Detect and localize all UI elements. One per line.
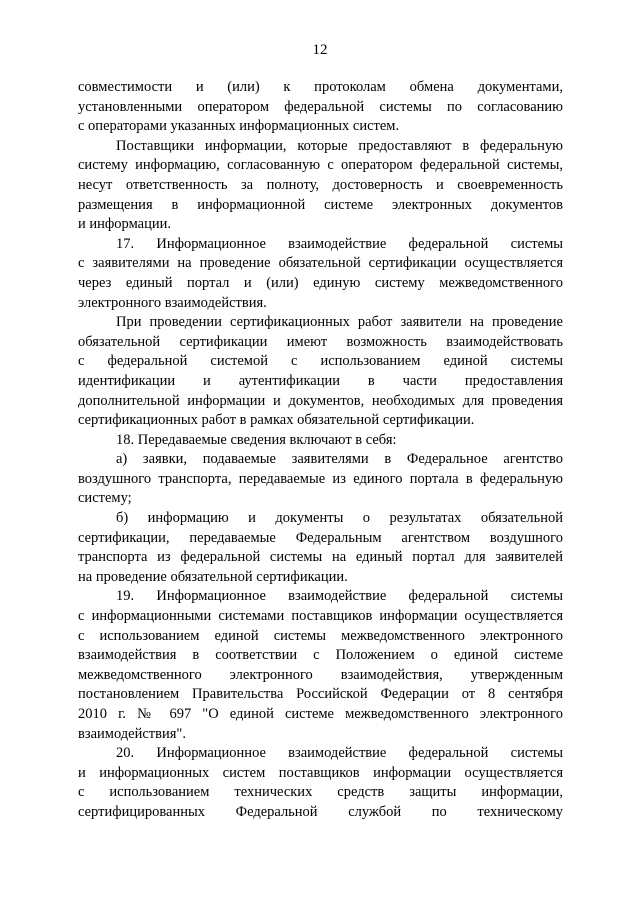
text-line: размещения в информационной системе электронных документов [78,196,563,213]
text-line: взаимодействия". [78,725,186,742]
text-line: несут ответственность за полноту, достоверность и своевременность [78,176,563,193]
text-line: постановлением Правительства Российской Федерации от 8 сентября [78,686,563,703]
text-line: с информационными системами поставщиков информации осуществляется [78,608,563,625]
text-line: сертификации, передаваемые Федеральным агентством воздушного [78,529,563,546]
text-line: электронного взаимодействия. [78,294,267,311]
text-line: через единый портал и (или) единую систему межведомственного [78,274,563,291]
paragraph-item-20 [78,744,563,822]
text-line: б) информацию и документы о результатах обязательной [116,510,563,527]
text-line: сертификационных работ в рамках обязательной сертификации. [78,412,475,429]
text-line: с федеральной системой с использованием единой системы [78,353,563,370]
text-line: систему информацию, согласованную с оператором федеральной системы, [78,157,563,174]
text-line: Поставщики информации, которые предоставляют в федеральную [116,137,563,154]
text-line: 18. Передаваемые сведения включают в себя: [116,431,397,448]
text-line: 19. Информационное взаимодействие федеральной системы [116,588,563,605]
text-line: а) заявки, подаваемые заявителями в Федеральное агентство [116,451,563,468]
paragraph-continuation [78,78,563,137]
text-line: сертифицированных Федеральной службой по техническому [78,803,563,820]
page-number: 12 [312,42,328,58]
paragraph-certification-work [78,313,563,431]
paragraph-item-18 [78,431,563,451]
text-line: и информационных систем поставщиков информации осуществляется [78,764,563,781]
text-line: обязательной сертификации имеют возможность взаимодействовать [78,333,563,350]
text-line: дополнительной информации и документов, необходимых для проведения [78,392,563,409]
text-line: на проведение обязательной сертификации. [78,568,348,585]
text-line: с использованием технических средств защиты информации, [78,784,563,801]
text-line: и информации. [78,216,171,233]
text-line: совместимости и (или) к протоколам обмена документами, [78,79,563,95]
text-line: с операторами указанных информационных систем. [78,118,400,135]
text-line: установленными оператором федеральной системы по согласованию [78,98,563,115]
text-line: транспорта из федеральной системы на единый портал для заявителей [78,549,563,566]
text-line: с заявителями на проведение обязательной сертификации осуществляется [78,255,563,272]
text-line: идентификации и аутентификации в части предоставления [78,372,563,389]
paragraph-item-17 [78,235,563,313]
text-line: 20. Информационное взаимодействие федеральной системы [116,745,563,762]
paragraph-suppliers-responsibility [78,137,563,235]
text-line: с использованием единой системы межведомственного электронного [78,627,563,644]
text-line: 2010 г. № 697 "О единой системе межведомственного электронного [78,706,563,722]
paragraph-item-18-b [78,509,563,587]
text-line: взаимодействия в соответствии с Положением о единой системе [78,647,563,664]
text-line: систему; [78,490,132,507]
text-line: межведомственного электронного взаимодействия, утвержденным [78,666,563,683]
text-line: 17. Информационное взаимодействие федеральной системы [116,235,563,252]
text-line: воздушного транспорта, передаваемые из единого портала в федеральную [78,470,563,487]
text-line: При проведении сертификационных работ заявители на проведение [116,314,563,331]
paragraph-item-19 [78,587,563,744]
paragraph-item-18-a [78,450,563,509]
document-body [78,78,563,823]
